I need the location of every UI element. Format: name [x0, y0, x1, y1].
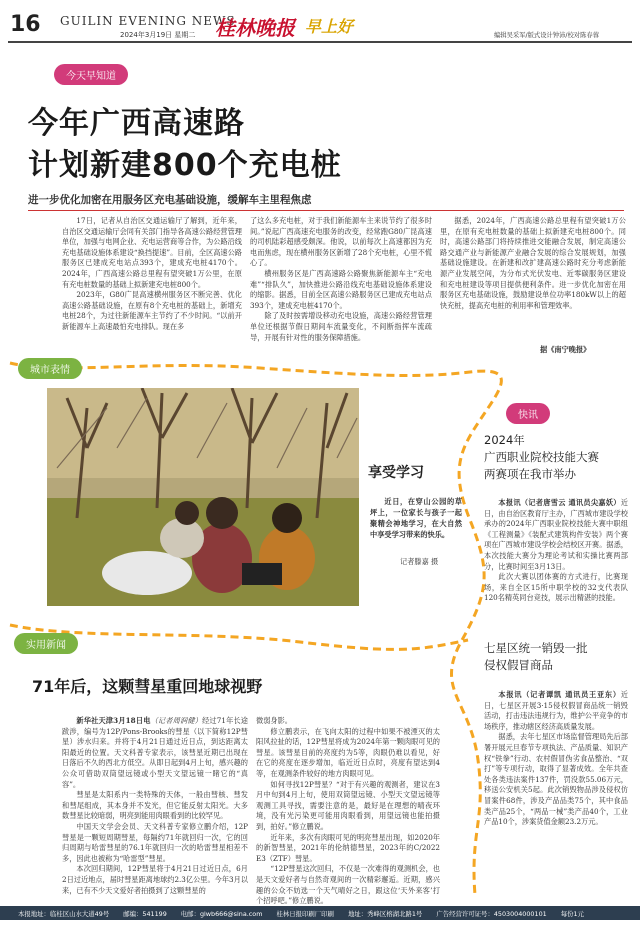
- story2-body: [484, 690, 628, 828]
- story1-lead-text: 近日，由自治区教育厅主办，广西城市建设学校承办的2024年广西职业院校技能大赛中职组《工程测量》《装配式建筑构件安装》两个赛项在广西城市建设学校会结校区开赛。据悉，本次技能大赛分为理论考试和实操比赛两部分，比赛时间至3月13日。: [484, 498, 628, 571]
- story1-headline-line3: 两赛项在我市举办: [484, 467, 576, 481]
- story1-byline: 本报讯（记者唐雪云 通讯员尖嘉妖）: [498, 498, 621, 507]
- story2-paragraph: 据悉，去年七星区市场监督管理局先后部署开展元旦春节专项执法、产品质量、知识产权“铁拳”行动、农村假冒伪劣食品整治、“双打”等专项行动，取得了显著成效。全年共查处各类违法案件137件，罚没款55.06万元，移送公安机关5起。此次销毁物品涉及侵权仿冒案件68件，涉及产品品类75个，其中食品类产品25个，“两品一械”类产品40个，工业产品10个，涉案货值金额23.2万元。: [484, 732, 628, 827]
- section-tag-city: 城市表情: [18, 358, 82, 379]
- study-photo: [47, 388, 359, 606]
- photo-caption: 近日，在穿山公园的草坪上，一位家长与孩子一起聚精会神地学习，在大自然中享受学习带来的快乐。: [370, 497, 462, 539]
- editors-credit: 编辑吴采军/版式设计钟沛/校对陈春蓉: [494, 32, 599, 39]
- news-lead-text: 经过71年长途跋涉，编号为12P/Pons-Brooks的彗星（以下简称12P彗星）涉水归来。并将于4月21日通过近日点，到达距离太阳最近的位置。天文科普专家表示，该彗星近期已出现在日落后不久的西北方低空。从即日起到4月上旬，感兴趣的公众可借助双筒望远镜或小型天文望远镜一睹它的“真容”。: [62, 716, 248, 789]
- lead-paragraph: 横州服务区是广西高速路公路聚焦新能源车主“充电难”“排队久”，加快推进公路沿线充电基础设施体系建设的缩影。据悉，目前全区高速公路服务区已建成充电站点393个，建成充电桩4170个。: [250, 268, 432, 310]
- lead-headline-line1: 今年广西高速路: [28, 106, 245, 141]
- news-headline: 71年后，这颗彗星重回地球视野: [32, 677, 263, 696]
- page-number: 16: [10, 12, 41, 37]
- news-paragraph: 中国天文学会会员、天文科普专家修立鹏介绍，12P彗星是一颗短周期彗星，每隔约71年就回归一次，它的回归周期与哈雷彗星的76.1年就回归一次的哈雷彗星相差不多，因此也被称为“哈雷型”彗星。: [62, 821, 248, 863]
- lead-paragraph: 了这么多充电桩，对于我们新能源车主来说节约了很多时间。”说起广西高速充电服务的改变，经常跑G80广昆高速的司机陆彩超感受颇深。他说，以前每次上高速都因为充电而焦虑，现在横州服务区新增了28个充电桩，心里不慌心了。: [250, 216, 432, 268]
- story2-byline: 本报讯（记者谭凯 通讯员王亚东）: [498, 690, 621, 699]
- story1-headline: [484, 432, 630, 483]
- story2-paragraph: [484, 690, 628, 732]
- story2-lead-text: 近日，七星区开展3·15侵权假冒商品统一销毁活动，打击违法违规行为，维护公平竞争的市场秩序，推动辖区经济高质量发展。: [484, 690, 628, 731]
- lead-headline-line2: 计划新建800个充电桩: [28, 148, 342, 183]
- photo-credit: 记者滕嘉 摄: [400, 557, 439, 566]
- section-tag-news: 实用新闻: [14, 633, 78, 654]
- news-byline: （记者周润健）: [150, 716, 203, 725]
- news-paragraph: “12P彗星这次回归，不仅是一次难得的观测机会，也是天文爱好者与自然奇观间的一次精彩邂逅。近期，感兴趣的公众不妨选一个天气晴好之日，跟这位‘天外来客’打个招呼吧。”修立鹏说。: [256, 864, 440, 906]
- news-paragraph-lead: [62, 716, 248, 790]
- footer-postcode: 邮编：541199: [123, 909, 167, 918]
- news-dateline: 新华社天津3月18日电: [76, 716, 151, 725]
- news-column-1: [62, 716, 248, 896]
- news-paragraph: 彗星是太阳系内一类特殊的天体，一般由彗核、彗发和彗尾组成，其本身并不发光，但它能反射太阳光。大多数彗星比较暗弱，明亮到能用肉眼看到的比较罕见。: [62, 790, 248, 821]
- news-column-2: [256, 716, 440, 907]
- lead-paragraph: 17日，记者从自治区交通运输厅了解到，近年来，自治区交通运输厅会同有关部门指导各高速公路经营管理单位，加强与电网企业、充电运营商等合作，为公路沿线充电基础设施体系建设“换挡提速”。目前，全区高速公路服务区已建成充电站点393个，建成充电桩4170个。2024年，广西高速公路总里程有望突破1万公里，在原有充电桩数量的基础上拟新建充电桩800个。: [62, 216, 242, 289]
- lead-subhead: 进一步优化加密在用服务区充电基础设施，缓解车主里程焦虑: [28, 194, 312, 206]
- section-tag-flash: 快讯: [506, 403, 550, 424]
- lead-source: 据《南宁晚报》: [540, 345, 591, 354]
- footer-address: 本报地址：临桂区山水大道49号: [18, 909, 110, 918]
- footer-printer: 桂林日报印刷厂印刷: [276, 909, 334, 918]
- paper-name-en: GUILIN EVENING NEWS: [60, 14, 236, 28]
- footer-license: 广告经营许可证号：4503004000101: [436, 909, 547, 918]
- footer-printer-address: 地址：秀峰区榕湖北路1号: [347, 909, 423, 918]
- news-paragraph: 本次回归期间，12P彗星将于4月21日过近日点，6月2日过近地点，届时彗星距离地球约2.3亿公里。今年3月以来，已有不少天文爱好者拍摄到了这颗彗星的: [62, 864, 248, 895]
- lead-paragraph: 2023年，G80广昆高速横州服务区不断完善、优化高速公路基础设施，在原有8个充电桩的基础上，新增充电桩28个，为过往新能源车主节约了不少时间。“以前开新能源车上高速最怕充电排队。现在多: [62, 290, 242, 331]
- news-paragraph: 微弱身影。: [256, 716, 292, 725]
- story1-paragraph: [484, 498, 628, 572]
- paper-name-cn: 桂林晚报: [215, 16, 295, 40]
- story1-body: [484, 498, 628, 604]
- section-tag-today: 今天早知道: [54, 64, 128, 85]
- section-name: 早上好: [305, 17, 354, 36]
- news-paragraph: 如何寻找12P彗星？“对于有兴趣的观测者，建议在3月中旬到4月上旬，使用双筒望远镜、小型天文望远镜等观测工具寻找，需要注意的是，最好是在理想的晴夜环境，没有光污染更可能用肉眼看到，用望远镜也能拍摄到，拍好。”修立鹏说。: [256, 779, 440, 831]
- date-line: 2024年3月19日 星期二: [120, 31, 196, 39]
- story1-headline-line1: 2024年: [484, 433, 525, 447]
- story2-headline-line1: 七星区统一销毁一批: [484, 641, 588, 655]
- footer-price: 每份1元: [560, 909, 584, 918]
- footer-email: 电邮：glwb666@sina.com: [180, 909, 263, 918]
- lead-paragraph: 除了及时按需增设移动充电设施，高速公路经营管理单位还根据节假日期间车流量变化，不间断指挥车流疏导，开展有针对性的服务保障措施。: [250, 311, 432, 342]
- news-paragraph: 修立鹏表示，在飞向太阳的过程中如果不被湮灭的太阳风拉扯的话，12P彗星将成为2024年第一颗肉眼可见的彗星。该彗星目前的亮度约为5等，肉眼仍难以看见，好在它的亮度在逐步增加，临近近日点时，亮度有望达到4等，在观测条件较好的地方肉眼可见。: [256, 726, 440, 778]
- footer-bar: [0, 906, 640, 920]
- news-paragraph: 近年来，多次有肉眼可见的明亮彗星出现，如2020年的新智彗星，2021年的伦纳德彗星，2023年的C/2022 E3（ZTF）彗星。: [256, 832, 440, 863]
- story1-headline-line2: 广西职业院校技能大赛: [484, 450, 599, 464]
- story2-headline-line2: 侵权假冒商品: [484, 658, 553, 672]
- photo-caption-title: 享受学习: [368, 465, 424, 481]
- lead-paragraph: 据悉，2024年，广西高速公路总里程有望突破1万公里，在原有充电桩数量的基础上拟新建充电桩800个。同时，高速公路部门将持续推进交能融合发展，制定高速公路交通产业与新能源产业融合发展的综合发展规划，加强基础设施建设。在新建和改扩建高速公路时充分考虑新能源产业发展空间，为分布式光伏发电、近零碳服务区建设和充电桩建设等项目提供便利条件。进一步优化加密在用服务区充电基础设施，鼓励建设单位功率180kW以上的超快充桩，提高充电桩的利用率和管理效率。: [440, 216, 626, 310]
- story2-headline: [484, 640, 630, 674]
- story1-paragraph: 此次大赛以团体赛的方式进行，比赛现场，来自全区15所中职学校的32支代表队120名精英同台竞技，展示出精湛的技能。: [484, 572, 628, 603]
